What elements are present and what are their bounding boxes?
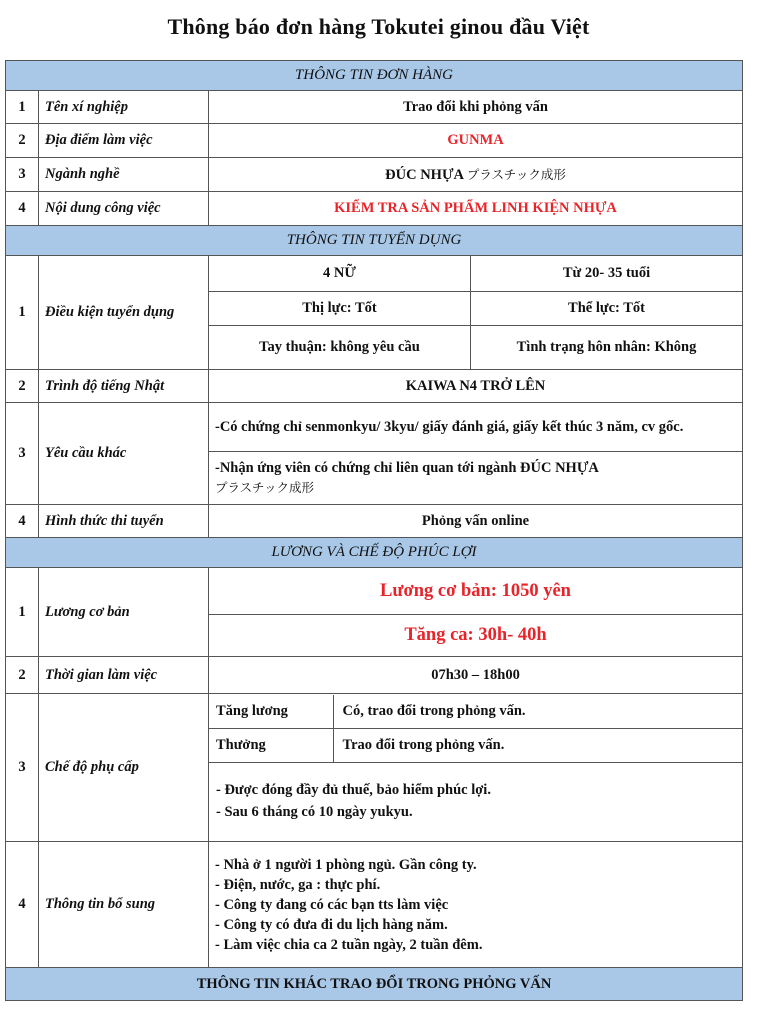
additional-info-item: - Nhà ở 1 người 1 phòng ngủ. Gần công ty.: [215, 856, 477, 873]
work-location-label: Địa điểm làm việc: [39, 124, 209, 158]
allowance-inner-table: [209, 695, 742, 840]
table-row: [6, 842, 743, 968]
table-row: [6, 403, 743, 452]
row-number: 1: [6, 256, 39, 370]
page-title: Thông báo đơn hàng Tokutei ginou đầu Việt: [167, 14, 590, 39]
handedness-requirement: Tay thuận: không yêu cầu: [209, 326, 471, 370]
exam-format-value: Phỏng vấn online: [209, 505, 743, 538]
raise-value: Có, trao đổi trong phỏng vấn.: [333, 695, 742, 728]
other-requirement-2-jp: プラスチック成形: [215, 479, 315, 495]
section-header-recruit: [6, 226, 743, 256]
eyesight-requirement: Thị lực: Tốt: [209, 292, 471, 326]
industry-value: [209, 158, 743, 192]
row-number: 2: [6, 657, 39, 694]
additional-info-item: - Làm việc chia ca 2 tuần ngày, 2 tuần đêm.: [215, 936, 483, 953]
additional-info-item: - Điện, nước, ga : thực phí.: [215, 876, 381, 893]
table-row: [6, 657, 743, 694]
marital-requirement: Tình trạng hôn nhân: Không: [471, 326, 743, 370]
row-number: 4: [6, 505, 39, 538]
allowance-label: Chế độ phụ cấp: [39, 694, 209, 842]
company-name-label: Tên xí nghiệp: [39, 91, 209, 124]
table-row: [209, 762, 742, 840]
table-row: [6, 192, 743, 226]
row-number: 3: [6, 158, 39, 192]
row-number: 4: [6, 192, 39, 226]
industry-jp: プラスチック成形: [466, 167, 566, 182]
additional-info-item: - Công ty đang có các bạn tts làm việc: [215, 896, 449, 913]
row-number: 3: [6, 403, 39, 505]
table-row: [6, 256, 743, 292]
additional-info-label: Thông tin bổ sung: [39, 842, 209, 968]
japanese-level-label: Trình độ tiếng Nhật: [39, 370, 209, 403]
base-salary-value: Lương cơ bản: 1050 yên: [209, 568, 743, 615]
table-row: [6, 158, 743, 192]
table-row: [6, 694, 743, 842]
company-name-value: Trao đổi khi phỏng vấn: [209, 91, 743, 124]
row-number: 1: [6, 91, 39, 124]
section-title-salary: LƯƠNG VÀ CHẾ ĐỘ PHÚC LỢI: [6, 538, 743, 568]
row-number: 3: [6, 694, 39, 842]
other-requirement-2: [209, 452, 743, 505]
section-title-order: THÔNG TIN ĐƠN HÀNG: [6, 61, 743, 91]
row-number: 4: [6, 842, 39, 968]
section-footer-other: [6, 968, 743, 1001]
working-hours-label: Thời gian làm việc: [39, 657, 209, 694]
benefit-item: - Được đóng đầy đủ thuế, bảo hiểm phúc lợi.: [216, 782, 491, 799]
row-number: 1: [6, 568, 39, 657]
exam-format-label: Hình thức thi tuyển: [39, 505, 209, 538]
table-row: [6, 370, 743, 403]
work-location-value: GUNMA: [209, 124, 743, 158]
recruit-conditions-label: Điều kiện tuyển dụng: [39, 256, 209, 370]
benefit-item: - Sau 6 tháng có 10 ngày yukyu.: [216, 804, 413, 821]
section-header-order: [6, 61, 743, 91]
overtime-value: Tăng ca: 30h- 40h: [209, 615, 743, 657]
table-row: [6, 91, 743, 124]
bonus-label: Thưởng: [209, 728, 333, 762]
industry-vn: ĐÚC NHỰA: [385, 167, 464, 183]
job-content-value: KIỂM TRA SẢN PHẨM LINH KIỆN NHỰA: [209, 192, 743, 226]
section-header-salary: [6, 538, 743, 568]
bonus-value: Trao đổi trong phỏng vấn.: [333, 728, 742, 762]
working-hours-value: 07h30 – 18h00: [209, 657, 743, 694]
table-row: [209, 695, 742, 728]
job-content-label: Nội dung công việc: [39, 192, 209, 226]
row-number: 2: [6, 124, 39, 158]
section-title-other: THÔNG TIN KHÁC TRAO ĐỔI TRONG PHỎNG VẤN: [6, 968, 743, 1001]
benefits-list: [209, 762, 742, 840]
physical-requirement: Thể lực: Tốt: [471, 292, 743, 326]
other-requirements-label: Yêu cầu khác: [39, 403, 209, 505]
table-row: [6, 124, 743, 158]
additional-info-item: - Công ty có đưa đi du lịch hàng năm.: [215, 916, 448, 933]
additional-info-list: [209, 842, 743, 968]
table-row: [6, 568, 743, 615]
job-order-table: [5, 60, 743, 1001]
japanese-level-value: KAIWA N4 TRỞ LÊN: [209, 370, 743, 403]
base-salary-label: Lương cơ bản: [39, 568, 209, 657]
other-requirement-2-text: -Nhận ứng viên có chứng chỉ liên quan tới ngành ĐÚC NHỰA: [215, 459, 599, 476]
other-requirement-1: -Có chứng chỉ senmonkyu/ 3kyu/ giấy đánh giá, giấy kết thúc 3 năm, cv gốc.: [209, 403, 743, 452]
table-row: [6, 505, 743, 538]
row-number: 2: [6, 370, 39, 403]
table-row: [209, 728, 742, 762]
age-requirement: Từ 20- 35 tuổi: [471, 256, 743, 292]
raise-label: Tăng lương: [209, 695, 333, 728]
allowance-details: [209, 694, 743, 842]
gender-requirement: 4 NỮ: [209, 256, 471, 292]
industry-label: Ngành nghề: [39, 158, 209, 192]
section-title-recruit: THÔNG TIN TUYỂN DỤNG: [6, 226, 743, 256]
